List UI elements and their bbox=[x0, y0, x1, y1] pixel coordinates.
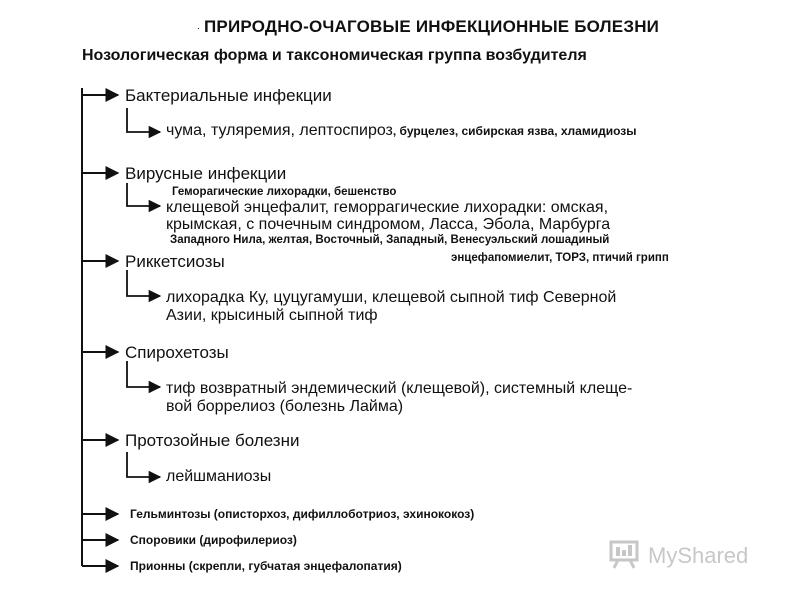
sub-arrow-rickettsial bbox=[127, 270, 160, 296]
viral-note-top: Геморагические лихорадки, бешенство bbox=[172, 186, 397, 198]
sub-arrow-viral bbox=[127, 183, 160, 206]
group-label-bacterial: Бактериальные инфекции bbox=[125, 86, 332, 105]
bacterial-details-main: чума, туляремия, лептоспироз bbox=[166, 122, 393, 139]
group-details-bacterial bbox=[166, 123, 636, 139]
presentation-board-icon bbox=[608, 537, 642, 571]
protozoal-details-line-1: лейшманиозы bbox=[166, 468, 272, 485]
sub-arrow-bacterial bbox=[127, 108, 160, 132]
spirochetal-details-line-2: вой боррелиоз (болезнь Лайма) bbox=[166, 398, 404, 415]
title-mark: . bbox=[197, 21, 200, 32]
group-label-helminth: Гельминтозы (описторхоз, дифиллоботриоз, эхинококоз) bbox=[130, 507, 475, 521]
viral-details-line-1: клещевой энцефалит, геморрагические лихорадки: омская, bbox=[166, 199, 609, 216]
rickettsial-details-line-2: Азии, крысиный сыпной тиф bbox=[166, 307, 378, 324]
group-label-prion: Прионны (скрепли, губчатая энцефалопатия) bbox=[130, 559, 402, 573]
group-label-viral: Вирусные инфекции bbox=[125, 164, 287, 183]
group-label-protozoal: Протозойные болезни bbox=[125, 431, 300, 450]
group-label-rickettsial: Риккетсиозы bbox=[125, 252, 225, 271]
rickettsial-details-line-1: лихорадка Ку, цуцугамуши, клещевой сыпной тиф Северной bbox=[166, 289, 617, 306]
watermark-logo bbox=[608, 537, 768, 571]
sub-arrow-protozoal bbox=[127, 452, 160, 477]
sub-arrow-spirochetal bbox=[127, 361, 160, 387]
bacterial-details-extra: , бурцелез, сибирская язва, хламидиозы bbox=[392, 124, 637, 138]
watermark-text: MyShared bbox=[648, 543, 749, 568]
page-subtitle: Нозологическая форма и таксономическая группа возбудителя bbox=[82, 47, 587, 64]
spirochetal-details-line-1: тиф возвратный эндемический (клещевой), системный клеще- bbox=[166, 380, 633, 397]
group-label-spirochetal: Спирохетозы bbox=[125, 343, 229, 362]
page-title: ПРИРОДНО-ОЧАГОВЫЕ ИНФЕКЦИОННЫЕ БОЛЕЗНИ bbox=[204, 17, 660, 36]
viral-details-line-2: крымская, с почечным синдромом, Ласса, Эбола, Марбурга bbox=[166, 216, 611, 233]
viral-note-bottom-line-2: энцефапомиелит, ТОРЗ, птичий грипп bbox=[451, 252, 669, 264]
viral-note-bottom-line-1: Западного Нила, желтая, Восточный, Западный, Венесуэльский лошадиный bbox=[170, 234, 610, 246]
group-label-sporozoa: Споровики (дирофилериоз) bbox=[130, 533, 297, 547]
